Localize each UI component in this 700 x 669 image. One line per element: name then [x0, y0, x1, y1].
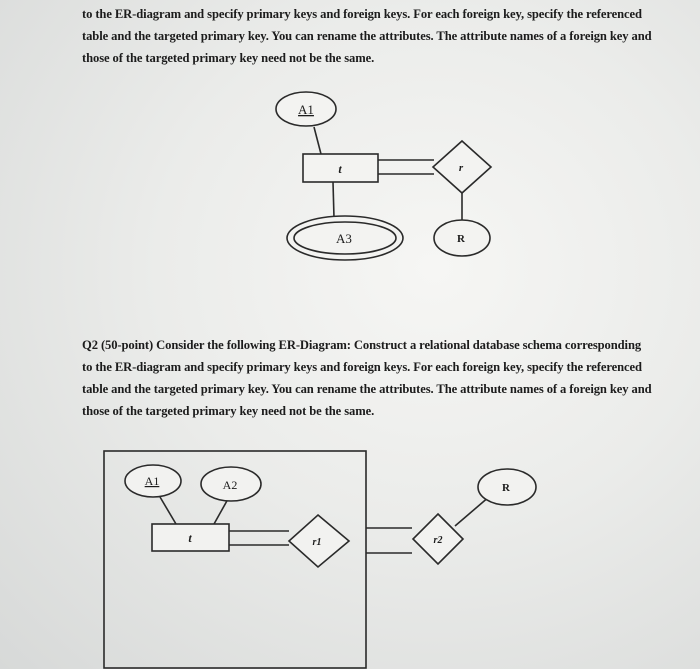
label-R: R: [457, 233, 465, 245]
label-relationship-r1: r1: [312, 537, 322, 548]
text-line: those of the targeted primary key need not be the same.: [82, 404, 375, 418]
text-line: table and the targeted primary key. You can rename the attributes. The attribute names of a foreign key and: [82, 29, 652, 43]
label-A2: A2: [222, 478, 238, 492]
label-entity-t: t: [188, 531, 192, 545]
er-diagram-2: [104, 451, 536, 668]
link-r2-R: [455, 496, 490, 526]
link-A1-entity: [314, 127, 321, 154]
link-entity-A3: [333, 182, 334, 218]
label-A1: A1: [144, 474, 160, 488]
text-line: to the ER-diagram and specify primary keys and foreign keys. For each foreign key, specify the referenced: [82, 7, 642, 21]
link-A2-entity: [214, 499, 228, 524]
text-line: those of the targeted primary key need not be the same.: [82, 51, 375, 65]
text-line: to the ER-diagram and specify primary keys and foreign keys. For each foreign key, specify the referenced: [82, 360, 642, 374]
label-A1: A1: [298, 102, 314, 117]
text-line: table and the targeted primary key. You can rename the attributes. The attribute names of a foreign key and: [82, 382, 652, 396]
label-R: R: [502, 482, 510, 494]
text-line: Q2 (50-point) Consider the following ER-Diagram: Construct a relational database schema corresponding: [82, 338, 642, 352]
link-A1-entity: [160, 497, 176, 524]
label-A3: A3: [336, 231, 352, 246]
label-entity-t: t: [338, 162, 342, 176]
label-relationship-r2: r2: [433, 535, 443, 546]
label-relationship-r: r: [458, 162, 464, 174]
